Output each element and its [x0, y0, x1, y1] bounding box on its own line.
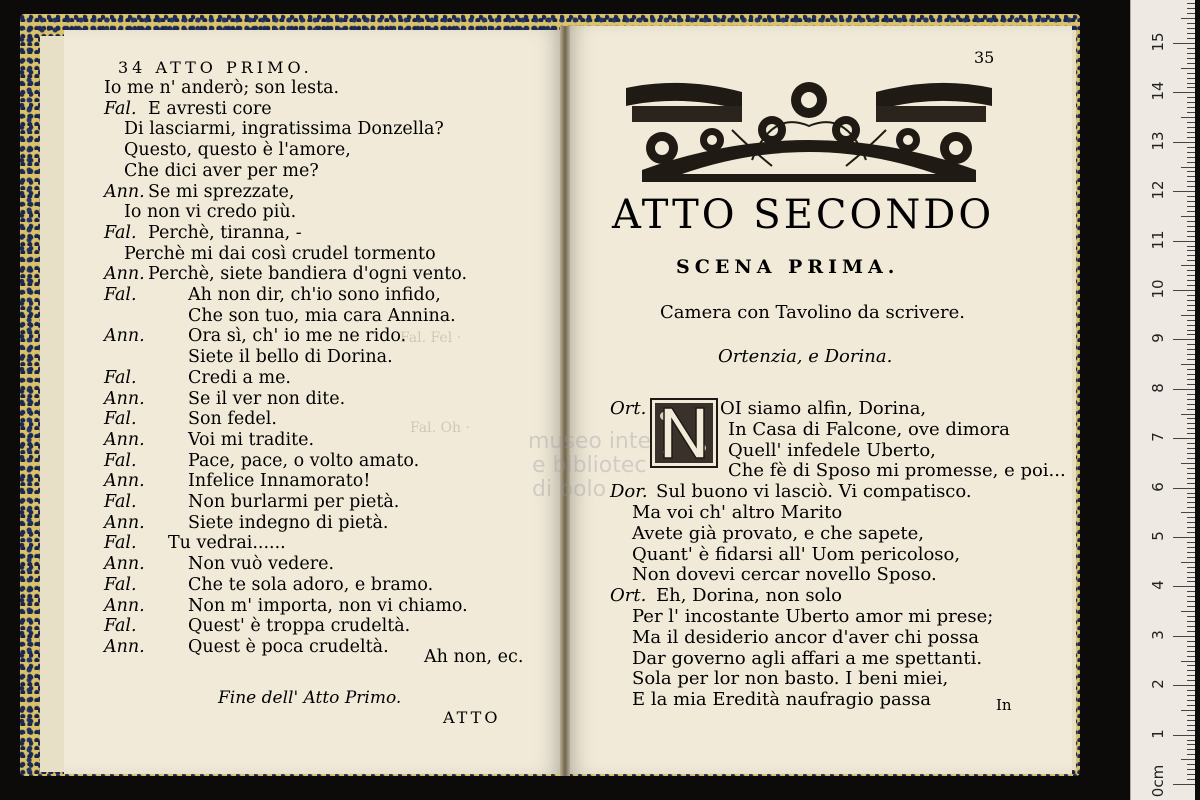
speaker-label: Dor. [610, 481, 648, 503]
verse-line: Son fedel. [188, 409, 277, 430]
book-gutter [560, 26, 570, 776]
ruler-tick [1187, 305, 1195, 306]
ruler-tick [1187, 404, 1195, 405]
ruler-tick [1187, 38, 1195, 39]
ruler-tick [1187, 744, 1195, 745]
end-of-act-note: Fine dell' Atto Primo. [218, 688, 402, 708]
ruler-tick [1187, 577, 1195, 578]
ruler-tick [1187, 443, 1195, 444]
ruler-tick [1187, 359, 1195, 360]
verse-line: In Casa di Falcone, ove dimora [728, 418, 1010, 440]
ruler-tick [1187, 132, 1195, 133]
ruler-tick [1187, 779, 1195, 780]
speaker-label: Fal. [104, 285, 137, 305]
verse-line: Se mi sprezzate, [148, 181, 295, 202]
ruler-tick [1187, 675, 1195, 676]
ruler-tick [1187, 591, 1195, 592]
verse-line: Eh, Dorina, non solo [656, 585, 842, 607]
verse-line: Quest' è troppa crudeltà. [188, 616, 411, 637]
ruler-tick [1187, 493, 1195, 494]
ruler-tick [1187, 478, 1195, 479]
ruler-tick [1187, 774, 1195, 775]
ruler-tick [1187, 201, 1195, 202]
ruler-tick [1187, 522, 1195, 523]
ruler-number: 10 [1149, 279, 1167, 299]
ruler-tick [1173, 735, 1195, 736]
ruler-tick [1181, 167, 1195, 168]
ruler-tick [1187, 83, 1195, 84]
speaker-label: Ann. [104, 554, 145, 575]
ruler-tick [1187, 705, 1195, 706]
speaker-label: Fal. [104, 98, 137, 119]
speaker-label: Ann. [104, 388, 145, 409]
ruler-tick [1187, 651, 1195, 652]
ruler-tick [1181, 611, 1195, 612]
ruler-tick [1187, 206, 1195, 207]
ruler-tick [1187, 349, 1195, 350]
ruler-number: 7 [1149, 432, 1167, 442]
ruler-tick [1187, 581, 1195, 582]
speaker-label: Fal. [104, 533, 137, 554]
verse-line: Credi a me. [188, 367, 291, 388]
speaker-label: Ann. [104, 326, 145, 347]
ruler-tick [1187, 310, 1195, 311]
speaker-label: Fal. [104, 222, 137, 243]
speaker-label: Ann. [104, 636, 145, 657]
ruler-tick [1187, 690, 1195, 691]
ruler-number: 3 [1149, 630, 1167, 640]
verse-line: Pace, pace, o volto amato. [188, 450, 420, 471]
ruler-tick [1181, 117, 1195, 118]
ruler-tick [1187, 769, 1195, 770]
verse-line: Infelice Innamorato! [188, 471, 371, 492]
ruler-tick [1181, 315, 1195, 316]
ruler-tick [1187, 754, 1195, 755]
ruler-tick [1187, 171, 1195, 172]
ruler-tick [1187, 226, 1195, 227]
ruler-tick [1187, 334, 1195, 335]
verse-line: Siete il bello di Dorina. [188, 347, 393, 368]
ruler-tick [1187, 552, 1195, 553]
ruler-tick [1187, 325, 1195, 326]
ruler-tick [1181, 562, 1195, 563]
ruler-tick [1187, 33, 1195, 34]
verse-line: Perchè mi dai così crudel tormento [124, 243, 436, 264]
verse-line: Quest è poca crudeltà. [188, 636, 389, 657]
ruler-tick [1187, 547, 1195, 548]
speaker-label: Ann. [104, 595, 145, 616]
right-catchword: In [996, 696, 1012, 714]
ruler-tick [1187, 394, 1195, 395]
ruler-tick [1187, 73, 1195, 74]
verse-line: Che fè di Sposo mi promesse, e poi... [728, 460, 1066, 482]
ruler-tick [1187, 532, 1195, 533]
ruler-tick [1187, 670, 1195, 671]
speaker-label: Fal. [104, 367, 137, 388]
ruler-number: 13 [1149, 131, 1167, 151]
verse-line: Tu vedrai...... [168, 533, 286, 554]
ruler-tick [1187, 147, 1195, 148]
ruler-tick [1187, 260, 1195, 261]
ruler-tick [1187, 78, 1195, 79]
ruler-tick [1187, 211, 1195, 212]
verse-line: Perchè, tiranna, - [148, 222, 302, 243]
ruler-number: 14 [1149, 81, 1167, 101]
ruler-tick [1187, 517, 1195, 518]
speaker-label: Fal. [104, 492, 137, 512]
verse-line: OI siamo alfin, Dorina, [720, 398, 927, 419]
ruler-tick [1187, 473, 1195, 474]
verse-line: Sola per lor non basto. I beni miei, [632, 668, 949, 690]
ruler-tick [1187, 567, 1195, 568]
ruler-tick [1187, 221, 1195, 222]
ruler-tick [1187, 720, 1195, 721]
ruler-tick [1187, 695, 1195, 696]
ruler-tick [1187, 186, 1195, 187]
speaker-label: Fal. [104, 574, 137, 595]
watermark-line: museo inte [528, 429, 652, 454]
ruler-tick [1187, 255, 1195, 256]
verse-line: Non vuò vedere. [188, 554, 335, 575]
ruler-tick [1187, 631, 1195, 632]
ruler-tick [1187, 374, 1195, 375]
decorated-initial-n [650, 398, 718, 468]
ruler-tick [1181, 216, 1195, 217]
ruler-tick [1181, 18, 1195, 19]
ruler-tick [1181, 661, 1195, 662]
verse-line: Ah non dir, ch'io sono infido, [188, 285, 441, 305]
ruler-tick [1173, 537, 1195, 538]
verse-line: Quant' è fidarsi all' Uom pericoloso, [632, 543, 961, 565]
verse-line: Di lasciarmi, ingratissima Donzella? [124, 119, 444, 140]
ruler-tick [1187, 497, 1195, 498]
ruler-tick [1181, 364, 1195, 365]
ruler-tick [1187, 344, 1195, 345]
verse-line: Non m' importa, non vi chiamo. [188, 595, 468, 616]
verse-line: Che te sola adoro, e bramo. [188, 574, 434, 595]
verse-line: Dar governo agli affari a me spettanti. [632, 647, 983, 669]
verse-line: Voi mi tradite. [188, 429, 315, 450]
ruler-tick [1187, 418, 1195, 419]
verse-line: Se il ver non dite. [188, 388, 346, 409]
ruler-tick [1187, 428, 1195, 429]
ruler-tick [1187, 740, 1195, 741]
ruler-tick [1187, 448, 1195, 449]
ruler-tick [1187, 53, 1195, 54]
ruler-number: 6 [1149, 481, 1167, 492]
ruler-tick [1187, 730, 1195, 731]
ruler-tick [1187, 275, 1195, 276]
ruler-tick [1187, 409, 1195, 410]
show-through-text: Fal. Oh · [410, 420, 470, 436]
ruler-number: 1 [1149, 728, 1167, 739]
verse-line: Avete già provato, e che sapete, [632, 522, 924, 544]
right-page-number: 35 [974, 48, 995, 67]
ruler-tick [1187, 369, 1195, 370]
ruler-number: 9 [1149, 333, 1167, 344]
ruler-tick [1187, 621, 1195, 622]
ruler-tick [1187, 196, 1195, 197]
ruler-number: 12 [1149, 180, 1167, 200]
ruler-tick [1187, 231, 1195, 232]
ruler-tick [1187, 433, 1195, 434]
ruler-tick [1187, 107, 1195, 108]
ruler-number: 8 [1149, 383, 1167, 393]
verse-line: Io non vi credo più. [124, 202, 297, 223]
ruler-tick [1187, 97, 1195, 98]
ruler-tick [1187, 616, 1195, 617]
ruler-tick [1187, 87, 1195, 88]
ruler-tick [1173, 389, 1195, 390]
ruler-tick [1173, 241, 1195, 242]
ruler-tick [1187, 236, 1195, 237]
verse-line: Ma il desiderio ancor d'aver chi possa [632, 626, 980, 648]
left-page-header: 34 ATTO PRIMO. [118, 58, 313, 77]
verse-line: Siete indegno di pietà. [188, 512, 389, 533]
speaker-label: Ann. [104, 264, 145, 285]
ruler-tick [1187, 181, 1195, 182]
ruler-tick [1187, 572, 1195, 573]
ruler-tick [1181, 759, 1195, 760]
verse-line: Io me n' anderò; son lesta. [104, 78, 340, 98]
ruler-tick [1187, 379, 1195, 380]
ruler-tick [1187, 606, 1195, 607]
speaker-label: Fal. [104, 450, 137, 471]
ruler-tick [1187, 507, 1195, 508]
ruler-tick [1187, 656, 1195, 657]
ruler-tick [1181, 68, 1195, 69]
ruler-number: 11 [1149, 230, 1167, 250]
ruler-tick [1187, 646, 1195, 647]
speaker-label: Ann. [104, 512, 145, 533]
speaker-label: Ann. [104, 429, 145, 450]
scene-setting: Camera con Tavolino da scrivere. [660, 302, 965, 323]
ruler-tick [1187, 453, 1195, 454]
verse-line: Che dici aver per me? [124, 160, 319, 181]
ruler-tick [1187, 162, 1195, 163]
ruler-tick [1187, 13, 1195, 14]
ruler-tick [1173, 92, 1195, 93]
ruler-tick [1187, 63, 1195, 64]
ruler-tick [1187, 285, 1195, 286]
left-page-edges [40, 36, 67, 772]
ruler-tick [1187, 250, 1195, 251]
watermark-line: e bibliotec [532, 453, 647, 478]
ruler-tick [1173, 586, 1195, 587]
ruler-tick [1187, 127, 1195, 128]
ruler-tick [1187, 399, 1195, 400]
act-title: ATTO SECONDO [612, 192, 995, 238]
ruler-tick [1187, 665, 1195, 666]
verse-line: Per l' incostante Uberto amor mi prese; [632, 606, 994, 627]
ruler-tick [1187, 764, 1195, 765]
verse-line: Non burlarmi per pietà. [188, 492, 400, 512]
ruler-tick [1187, 112, 1195, 113]
ruler-tick [1187, 157, 1195, 158]
watermark [528, 430, 651, 502]
ruler-tick [1187, 700, 1195, 701]
ruler-tick [1187, 626, 1195, 627]
ah-non-line: Ah non, ec. [424, 647, 524, 667]
ruler-tick [1187, 502, 1195, 503]
verse-line: Ma voi ch' altro Marito [632, 502, 843, 523]
ruler-tick [1187, 137, 1195, 138]
ruler-tick [1187, 715, 1195, 716]
ruler-tick [1173, 339, 1195, 340]
ruler-tick [1187, 384, 1195, 385]
ruler-tick [1187, 270, 1195, 271]
speaker-label: Fal. [104, 409, 137, 430]
ruler-number: 2 [1149, 679, 1167, 689]
ruler-tick [1187, 58, 1195, 59]
verse-line: Non dovevi cercar novello Sposo. [632, 564, 937, 586]
ruler-tick [1173, 784, 1195, 785]
verse-line: Sul buono vi lasciò. Vi compatisco. [656, 481, 972, 503]
ruler-tick [1173, 636, 1195, 637]
speaker-label: Ort. [610, 585, 647, 607]
ruler-tick [1187, 749, 1195, 750]
speaker-label: Fal. [104, 616, 137, 637]
ruler-tick [1173, 142, 1195, 143]
ruler-tick [1187, 152, 1195, 153]
verse-line: E avresti core [148, 98, 272, 119]
ruler-tick [1187, 176, 1195, 177]
ruler-tick [1187, 527, 1195, 528]
ruler-tick [1173, 438, 1195, 439]
ruler-tick [1187, 483, 1195, 484]
scene-characters: Ortenzia, e Dorina. [718, 346, 893, 367]
ruler-tick [1187, 423, 1195, 424]
ruler-tick [1173, 488, 1195, 489]
verse-line: Questo, questo è l'amore, [124, 140, 351, 161]
ruler-tick [1187, 48, 1195, 49]
ruler-tick [1187, 725, 1195, 726]
ruler-tick [1187, 23, 1195, 24]
verse-line: Che son tuo, mia cara Annina. [188, 305, 456, 326]
verse-line: Ora sì, ch' io me ne rido. [188, 326, 407, 347]
ruler-tick [1187, 458, 1195, 459]
verse-line: Perchè, siete bandiera d'ogni vento. [148, 264, 468, 285]
ruler-unit-label: 0cm [1149, 764, 1167, 798]
ruler-tick [1181, 512, 1195, 513]
ruler-tick [1173, 191, 1195, 192]
ruler-tick [1173, 685, 1195, 686]
speaker-label: Ann. [104, 471, 145, 492]
measurement-ruler [1130, 0, 1195, 800]
ruler-tick [1187, 601, 1195, 602]
speaker-label: Ann. [104, 181, 145, 202]
ruler-tick [1181, 414, 1195, 415]
ruler-tick [1187, 680, 1195, 681]
ruler-tick [1187, 280, 1195, 281]
ruler-tick [1181, 710, 1195, 711]
ruler-tick [1173, 43, 1195, 44]
ruler-tick [1187, 8, 1195, 9]
ruler-tick [1187, 122, 1195, 123]
ruler-tick [1187, 330, 1195, 331]
ruler-tick [1187, 246, 1195, 247]
show-through-text: Fal. Fel · [400, 330, 462, 346]
ruler-tick [1187, 557, 1195, 558]
ruler-tick [1187, 542, 1195, 543]
ruler-tick [1173, 290, 1195, 291]
ruler-tick [1181, 463, 1195, 464]
scene-title: SCENA PRIMA. [676, 256, 900, 278]
ruler-tick [1187, 28, 1195, 29]
ruler-tick [1187, 320, 1195, 321]
ruler-tick [1187, 295, 1195, 296]
ruler-number: 4 [1149, 580, 1167, 591]
ruler-tick [1181, 265, 1195, 266]
watermark-line: di bolo [532, 477, 607, 502]
ruler-tick [1187, 102, 1195, 103]
ruler-number: 5 [1149, 531, 1167, 541]
ruler-tick [1187, 468, 1195, 469]
speaker-label: Ort. [610, 398, 647, 419]
ruler-tick [1187, 354, 1195, 355]
left-catchword: ATTO [443, 708, 501, 727]
ruler-tick [1187, 3, 1195, 4]
verse-line: Quell' infedele Uberto, [728, 439, 936, 461]
ruler-tick [1187, 596, 1195, 597]
ornamental-headpiece [622, 70, 996, 182]
verse-line: E la mia Eredità naufragio passa [632, 689, 931, 711]
ruler-tick [1187, 641, 1195, 642]
ruler-tick [1187, 300, 1195, 301]
ruler-number: 15 [1149, 32, 1167, 52]
